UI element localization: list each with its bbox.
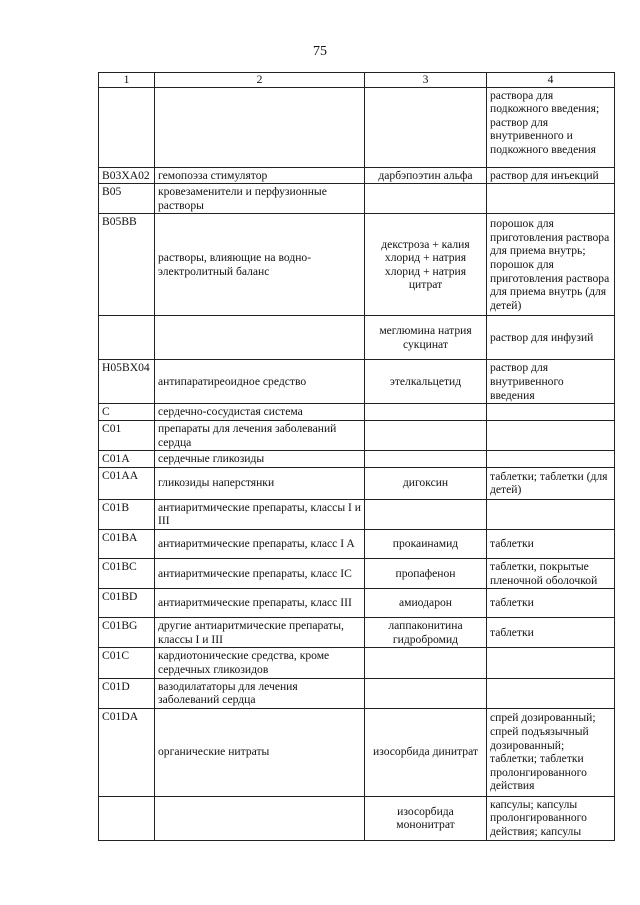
inn-cell: меглюмина натрия сукцинат [365, 316, 487, 360]
inn-cell: амиодарон [365, 589, 487, 618]
code-cell: C01AA [99, 467, 155, 499]
name-cell [155, 796, 365, 840]
form-cell [487, 420, 615, 450]
form-cell: раствор для инфузий [487, 316, 615, 360]
name-cell: сердечно-сосудистая система [155, 404, 365, 421]
code-cell [99, 796, 155, 840]
name-cell: гликозиды наперстянки [155, 467, 365, 499]
name-cell [155, 87, 365, 167]
form-cell: капсулы; капсулы пролонгированного действия; капсулы [487, 796, 615, 840]
code-cell: C01C [99, 648, 155, 678]
code-cell: C [99, 404, 155, 421]
name-cell [155, 316, 365, 360]
code-cell: C01B [99, 499, 155, 529]
header-col-2: 2 [155, 73, 365, 88]
table-row [99, 360, 615, 404]
name-cell: гемопоэза стимулятор [155, 167, 365, 184]
name-cell: антиаритмические препараты, классы I и III [155, 499, 365, 529]
form-cell: таблетки [487, 589, 615, 618]
code-cell [99, 316, 155, 360]
inn-cell [365, 451, 487, 468]
inn-cell [365, 420, 487, 450]
code-cell: B03XA02 [99, 167, 155, 184]
name-cell: вазодилататоры для лечения заболеваний сердца [155, 678, 365, 708]
inn-cell [365, 404, 487, 421]
table-row [99, 618, 615, 648]
form-cell: таблетки [487, 529, 615, 558]
inn-cell: изосорбида мононитрат [365, 796, 487, 840]
table-row [99, 558, 615, 588]
inn-cell: дарбэпоэтин альфа [365, 167, 487, 184]
code-cell: C01BG [99, 618, 155, 648]
table-row [99, 420, 615, 450]
form-cell [487, 499, 615, 529]
table-row [99, 184, 615, 214]
name-cell: препараты для лечения заболеваний сердца [155, 420, 365, 450]
header-col-1: 1 [99, 73, 155, 88]
name-cell: кардиотонические средства, кроме сердечных гликозидов [155, 648, 365, 678]
drug-table [98, 72, 615, 841]
code-cell: H05BX04 [99, 360, 155, 404]
inn-cell [365, 678, 487, 708]
inn-cell: прокаинамид [365, 529, 487, 558]
table-row [99, 589, 615, 618]
form-cell [487, 648, 615, 678]
code-cell: B05 [99, 184, 155, 214]
inn-cell [365, 648, 487, 678]
table-row [99, 451, 615, 468]
form-cell: спрей дозированный; спрей подъязычный дозированный; таблетки; таблетки пролонгированного действия [487, 708, 615, 796]
inn-cell: лаппаконитина гидробромид [365, 618, 487, 648]
code-cell: C01BD [99, 589, 155, 618]
form-cell: таблетки, покрытые пленочной оболочкой [487, 558, 615, 588]
table-row [99, 316, 615, 360]
name-cell: антиаритмические препараты, класс III [155, 589, 365, 618]
table-row [99, 678, 615, 708]
inn-cell: пропафенон [365, 558, 487, 588]
table-row [99, 404, 615, 421]
form-cell: порошок для приготовления раствора для приема внутрь; порошок для приготовления раствора для приема внутрь (для детей) [487, 214, 615, 316]
form-cell: раствор для внутривенного введения [487, 360, 615, 404]
form-cell [487, 451, 615, 468]
name-cell: растворы, влияющие на водно-электролитный баланс [155, 214, 365, 316]
table-row [99, 708, 615, 796]
name-cell: кровезаменители и перфузионные растворы [155, 184, 365, 214]
code-cell: C01 [99, 420, 155, 450]
code-cell: C01DA [99, 708, 155, 796]
inn-cell: дигоксин [365, 467, 487, 499]
form-cell: раствора для подкожного введения; раствор для внутривенного и подкожного введения [487, 87, 615, 167]
inn-cell: изосорбида динитрат [365, 708, 487, 796]
table-row [99, 796, 615, 840]
code-cell: C01BC [99, 558, 155, 588]
name-cell: антиаритмические препараты, класс I A [155, 529, 365, 558]
code-cell: C01A [99, 451, 155, 468]
name-cell: антиаритмические препараты, класс IC [155, 558, 365, 588]
table-row [99, 87, 615, 167]
code-cell: B05BB [99, 214, 155, 316]
code-cell: C01BA [99, 529, 155, 558]
inn-cell [365, 499, 487, 529]
table-row [99, 529, 615, 558]
inn-cell [365, 87, 487, 167]
table-row [99, 648, 615, 678]
header-col-3: 3 [365, 73, 487, 88]
form-cell: таблетки [487, 618, 615, 648]
inn-cell: этелкальцетид [365, 360, 487, 404]
form-cell [487, 184, 615, 214]
form-cell: таблетки; таблетки (для детей) [487, 467, 615, 499]
code-cell: C01D [99, 678, 155, 708]
form-cell: раствор для инъекций [487, 167, 615, 184]
form-cell [487, 678, 615, 708]
table-row [99, 214, 615, 316]
table-header-row [99, 73, 615, 88]
form-cell [487, 404, 615, 421]
table-row [99, 499, 615, 529]
name-cell: органические нитраты [155, 708, 365, 796]
inn-cell [365, 184, 487, 214]
table-row [99, 167, 615, 184]
name-cell: другие антиаритмические препараты, классы I и III [155, 618, 365, 648]
table-row [99, 467, 615, 499]
page-number: 75 [313, 44, 327, 59]
name-cell: сердечные гликозиды [155, 451, 365, 468]
code-cell [99, 87, 155, 167]
header-col-4: 4 [487, 73, 615, 88]
inn-cell: декстроза + калия хлорид + натрия хлорид + натрия цитрат [365, 214, 487, 316]
name-cell: антипаратиреоидное средство [155, 360, 365, 404]
